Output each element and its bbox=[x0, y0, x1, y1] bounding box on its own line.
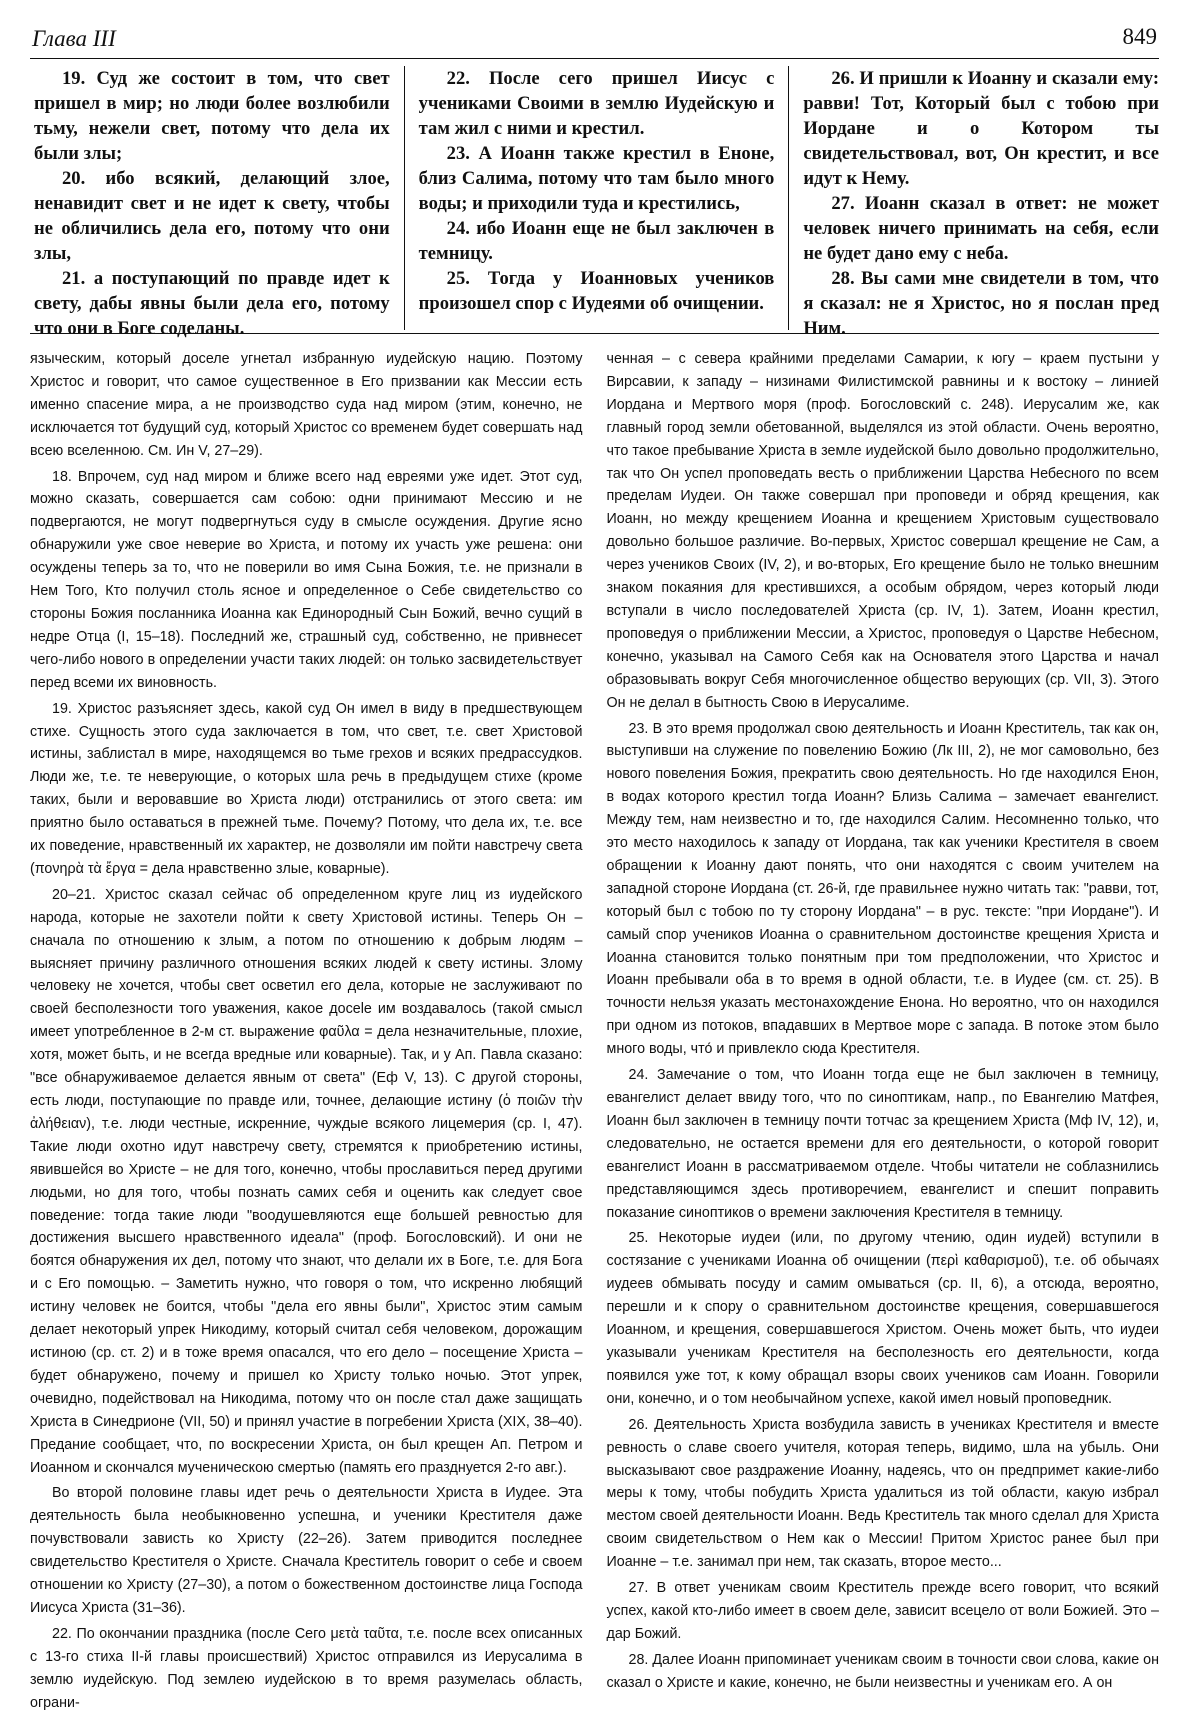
verses-rule bbox=[30, 333, 1159, 334]
commentary-paragraph: 24. Замечание о том, что Иоанн тогда еще не был заключен в темницу, евангелист делает ввиду того, что по синоптикам, напр., по Евангелию Матфея, Иоанн был заключен в темницу почти тотчас за крещением Христа (Мф IV, 12), и, следовательно, не остается времени для его деятельности, о которой говорит евангелист Иоанн в рассматриваемом отделе. Чтобы читатели не соблазнились представляющимся здесь противоречием, евангелист и спешит поправить показание синоптиков о времени заключения Крестителя в темницу. bbox=[606, 1067, 1159, 1221]
verse: 23. А Иоанн также крестил в Еноне, близ Салима, потому что там было много воды; и приходили туда и крестились, bbox=[418, 143, 775, 214]
verse: 19. Суд же состоит в том, что свет пришел в мир; но люди более возлюбили тьму, нежели свет, потому что дела их были злы; bbox=[34, 68, 390, 164]
commentary-column-left bbox=[30, 348, 583, 1711]
commentary-paragraph: ченная – с севера крайними пределами Самарии, к югу – краем пустыни у Вирсавии, к западу – низинами Филистимской равнины и к востоку – линией Иордана и Мертвого моря (проф. Богословский с. 248). Иерусалим же, как главный город земли обетованной, выделялся из этой области. Очень вероятно, что такое пребывание Христа в земле иудейской было довольно продолжительно, так что Он успел проповедать весть о приближении Царства Небесного по всем пределам Иудеи. Он также совершал при проповеди и обряд крещения, как Иоанн, но между крещением Иоанна и крещением Христовым существовало довольно большое различие. Во-первых, Христос совершал крещение не Сам, а через учеников Своих (IV, 2), и во-вторых, Его крещение было не только внешним знаком покаяния для крестившихся, а особым обрядом, через который люди вступали в число последователей Христа (ср. IV, 1). Затем, Иоанн крестил, проповедуя о приближении Мессии, а Христос, проповедуя о Царстве Небесном, конечно, указывал на Самого Себя как на Основателя этого Царства и начал образовывать вокруг Себя многочисленное общество верующих (ср. VII, 3). Этого Он не делал в бытность Свою в Иерусалиме. bbox=[606, 351, 1159, 711]
commentary-paragraph: 22. По окончании праздника (после Сего μετὰ ταῦτα, т.е. после всех описанных с 13-го стиха II-й главы происшествий) Христос отправился из Иерусалима в землю иудейскую. Под землею иудейскою в то время разумелась область, ограни- bbox=[30, 1625, 583, 1711]
header-rule bbox=[30, 58, 1159, 59]
verse: 20. ибо всякий, делающий злое, ненавидит свет и не идет к свету, чтобы не обличились дела его, потому что они злы, bbox=[34, 168, 390, 264]
verse: 28. Вы сами мне свидетели в том, что я сказал: не я Христос, но я послан пред Ним. bbox=[803, 268, 1160, 339]
commentary-paragraph: 19. Христос разъясняет здесь, какой суд Он имел в виду в предшествующем стихе. Сущность этого суда заключается в том, что свет, т.е. свет Христовой истины, заблистал в мире, находящемся во тьме грехов и всяких предрассудков. Люди же, т.е. те неверующие, о которых шла речь в предыдущем стихе (кроме таких, были и веровавшие во Христа люди) отстранились от этого света: им приятно было оставаться в прежней тьме. Почему? Потому, что дела их, т.е. все их поведение, нравственный их характер, не дозволяли им пойти навстречу света (πονηρὰ τὰ ἔργα = дела нравственно злые, коварные). bbox=[30, 700, 583, 877]
verse: 21. а поступающий по правде идет к свету, дабы явны были дела его, потому что они в Боге соделаны. bbox=[34, 268, 390, 339]
commentary-paragraph: 23. В это время продолжал свою деятельность и Иоанн Креститель, так как он, выступивши на служение по повелению Божию (Лк III, 2), не мог самовольно, без нового повеления Божия, прекратить свою деятельность. Но где находился Енон, в водах которого крестил тогда Иоанн? Близь Салима – замечает евангелист. Между тем, нам неизвестно и то, где находился Салим. Несомненно только, что это место находилось к западу от Иордана, так как ученики Крестителя в своем обращении к Иоанну дают понять, что они находятся с своим учителем на западной стороне Иордана (ст. 26-й, где правильнее нужно читать так: "равви, тот, который был с тобою по ту сторону Иордана" – в рус. тексте: "при Иордане"). И самый спор учеников Иоанна о сравнительном достоинстве крещения Христа и Иоанна становится только понятным при том предположении, что Христос и Иоанн пребывали оба в то время в одной области, т.е. в Иудее (см. ст. 25). В точности нельзя указать местонахождение Енона. Но вероятно, что он находился при одном из потоков, впадавших в Мертвое море с запада. В потоке этом было много воды, что́ и привлекло сюда Крестителя. bbox=[606, 720, 1159, 1058]
chapter-title: Глава III bbox=[32, 26, 116, 51]
verse-column bbox=[404, 66, 789, 330]
commentary-paragraph: языческим, который доселе угнетал избранную иудейскую нацию. Поэтому Христос и говорит, что самое существенное в Его призвании как Мессии есть именно спасение мира, а не производство суда над миром (этим, конечно, не исключается тот будущий суд, который Христос со временем будет совершать над всею вселенною. См. Ин V, 27–29). bbox=[30, 351, 583, 459]
commentary-paragraph: 27. В ответ ученикам своим Креститель прежде всего говорит, что всякий успех, какой кто-либо имеет в своем деле, зависит всецело от воли Божией. Это – дар Божий. bbox=[606, 1580, 1159, 1642]
commentary-paragraph: Во второй половине главы идет речь о деятельности Христа в Иудее. Эта деятельность была необыкновенно успешна, и ученики Крестителя даже почувствовали зависть ко Христу (22–26). Затем приводится последнее свидетельство Крестителя о Христе. Сначала Креститель говорит о себе и своем отношении ко Христу (27–30), а потом о божественном достоинстве лица Господа Иисуса Христа (31–36). bbox=[30, 1485, 583, 1616]
verse-column bbox=[34, 66, 404, 339]
verse: 26. И пришли к Иоанну и сказали ему: равви! Тот, Который был с тобою при Иордане и о Котором ты свидетельствовал, вот, Он крестит, и все идут к Нему. bbox=[803, 68, 1160, 189]
commentary-paragraph: 25. Некоторые иудеи (или, по другому чтению, один иудей) вступили в состязание с учениками Иоанна об очищении (περὶ καθαρισμοῦ), т.е. об обычаях иудеев обмывать посуду и самим омываться (ср. II, 6), а отсюда, вероятно, перешли и к спору о сравнительном достоинстве крещения, совершавшегося Иоанном, и крещения, совершавшегося Христом. Очень может быть, что иудеи указывали ученикам Крестителя на бесполезность его деятельности, когда появился уже тот, к кому обращал взоры своих учеников сам Иоанн. Говорили они, конечно, и о том необычайном успехе, какой имел новый проповедник. bbox=[606, 1230, 1159, 1407]
commentary-paragraph: 26. Деятельность Христа возбудила зависть в учениках Крестителя и вместе ревность о славе своего учителя, которая теперь, видимо, шла на убыль. Они высказывают свое раздражение Иоанну, надеясь, что он предпримет какие-либо меры к тому, чтобы побудить Христа удалиться из той области, какую избрал местом своей деятельности Иоанн. Ведь Креститель так много сделал для Христа своим свидетельством о Нем как о Мессии! Притом Христос ранее был при Иоанне – т.е. занимал при нем, так сказать, второе место... bbox=[606, 1416, 1159, 1571]
scripture-verses bbox=[34, 66, 1160, 339]
commentary-column-right bbox=[606, 348, 1160, 1691]
commentary bbox=[30, 348, 1159, 1711]
commentary-paragraph: 28. Далее Иоанн припоминает ученикам своим в точности свои слова, какие он сказал о Христе и какие, конечно, не были неизвестны и ученикам его. А он bbox=[606, 1651, 1159, 1691]
commentary-paragraph: 18. Впрочем, суд над миром и ближе всего над евреями уже идет. Этот суд, можно сказать, совершается сам собою: одни принимают Мессию и не подвергаются, не могут подвергнуться суду в смысле осуждения. Другие ясно обнаружили уже свое неверие во Христа, и потому их участь уже решена: они осуждены теперь за то, что не поверили во имя Сына Божия, т.е. не признали в Нем Того, Кто получил столь ясное и определенное о Себе свидетельство со стороны Божия посланника Иоанна как Единородный Сын Божий, вечно сущий в недре Отца (I, 15–18). Последний же, страшный суд, собственно, не привнесет чего-либо нового в определении участи таких людей: он только засвидетельствует перед всеми их виновность. bbox=[30, 468, 583, 691]
verse: 25. Тогда у Иоанновых учеников произошел спор с Иудеями об очищении. bbox=[418, 268, 775, 314]
verse-column bbox=[788, 66, 1160, 339]
page-number: 849 bbox=[1122, 24, 1157, 49]
verse: 24. ибо Иоанн еще не был заключен в темницу. bbox=[418, 218, 775, 264]
commentary-paragraph: 20–21. Христос сказал сейчас об определенном круге лиц из иудейского народа, которые не захотели пойти к свету Христовой истины. Теперь Он – сначала по отношению к злым, а потом по отношению к добрым людям – выясняет причину различного отношения всяких людей к свету истины. Злому человеку не хочется, чтобы свет осветил его дела, которые не заслуживают по своей бесполезности того уважения, какое досele им воздавалось (такой смысл имеет употребленное в 2-м ст. выражение φαῦλα = дела незначительные, плохие, хотя, может быть, и не всегда вредные или коварные). Так, и у Ап. Павла сказано: "все обнаруживаемое делается явным от света" (Еф V, 13). С другой стороны, есть люди, поступающие по правде или, точнее, делающие истину (ὁ ποιῶν τὴν ἀλήθειαν), т.е. люди честные, искренние, чуждые всякого лицемерия (ср. I, 47). Такие люди охотно идут навстречу свету, стремятся к приобретению истины, явившейся во Христе – не для того, конечно, чтобы прославиться перед другими людьми, но для того, чтобы познать самих себя и оценить как следует свое поведение: тогда такие люди "воодушевляются еще большей ревностью для достижения высшего нравственного идеала" (проф. Богословский). И они не боятся обнаружения их дел, потому что знают, что делали их в Боге, т.е. для Бога и с Его помощью. – Заметить нужно, что говоря о том, что искренно любящий истину человек не боится, чтобы "дела его явны были", Христос этим самым делает некоторый упрек Никодиму, который считал себя человеком, дорожащим истиною (ср. ст. 2) и в тоже время опасался, что его дело – посещение Христа – будет обнаружено, почему и пришел ко Христу только ночью. Этот упрек, очевидно, подействовал на Никодима, потому что он после стал даже защищать Христа в Синедрионе (VII, 50) и принял участие в погребении Христа (XIX, 38–40). Предание сообщает, что, по воскресении Христа, он был крещен Ап. Петром и Иоанном и скончался мученическою смертью (память его празднуется 2-го авг.). bbox=[30, 886, 583, 1476]
running-header bbox=[30, 22, 1159, 58]
verse: 27. Иоанн сказал в ответ: не может человек ничего принимать на себя, если не будет дано ему с неба. bbox=[803, 193, 1160, 264]
verse: 22. После сего пришел Иисус с учениками Своими в землю Иудейскую и там жил с ними и крестил. bbox=[418, 68, 775, 139]
